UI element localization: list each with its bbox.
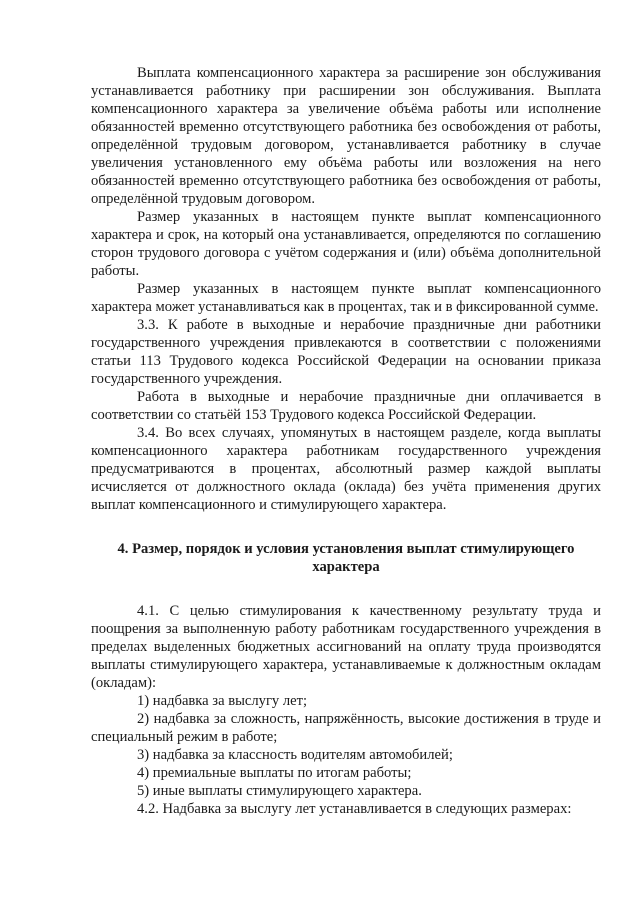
section-4-heading xyxy=(91,540,601,576)
paragraph-payment-percent-fixed: Размер указанных в настоящем пункте выплат компенсационного характера может устанавливаться как в процентах, так и в фиксированной сумме. xyxy=(91,281,601,315)
paragraph-3-3: 3.3. К работе в выходные и нерабочие праздничные дни работники государственного учреждения привлекаются в соответствии с положениями статьи 113 Трудового кодекса Российской Федерации на основании приказа государственного учреждения. xyxy=(91,317,601,387)
list-item-other: 5) иные выплаты стимулирующего характера. xyxy=(137,783,422,799)
list-item-bonuses: 4) премиальные выплаты по итогам работы; xyxy=(137,765,412,781)
paragraph-holiday-pay: Работа в выходные и нерабочие праздничные дни оплачивается в соответствии со статьёй 153 Трудового кодекса Российской Федерации. xyxy=(91,389,601,423)
paragraph-3-4: 3.4. Во всех случаях, упомянутых в настоящем разделе, когда выплаты компенсационного характера работникам государственного учреждения предусматриваются в процентах, абсолютный размер каждой выплаты исчисляется от должностного оклада (оклада) без учёта применения других выплат компенсационного и стимулирующего характера. xyxy=(91,425,601,513)
paragraph-4-2: 4.2. Надбавка за выслугу лет устанавливается в следующих размерах: xyxy=(137,801,572,817)
list-item-driver-class: 3) надбавка за классность водителям автомобилей; xyxy=(137,747,453,763)
paragraph-payment-size-term: Размер указанных в настоящем пункте выплат компенсационного характера и срок, на который она устанавливается, определяются по соглашению сторон трудового договора с учётом содержания и (или) объёма дополнительной работы. xyxy=(91,209,601,279)
document-page xyxy=(91,64,601,818)
section-4-heading-line2: характера xyxy=(312,559,380,575)
section-4-heading-line1: 4. Размер, порядок и условия установления выплат стимулирующего xyxy=(117,541,575,557)
paragraph-service-zone: Выплата компенсационного характера за расширение зон обслуживания устанавливается работнику при расширении зон обслуживания. Выплата компенсационного характера за увеличение объёма работы или исполнение обязанностей временно отсутствующего работника без освобождения от работы, определённой трудовым договором, устанавливается работнику в случае увеличения установленного ему объёма работы или возложения на него обязанностей временно отсутствующего работника без освобождения от работы, определённой трудовым договором. xyxy=(91,65,601,207)
list-item-complexity: 2) надбавка за сложность, напряжённость, высокие достижения в труде и специальный режим в работе; xyxy=(91,711,601,745)
paragraph-4-1: 4.1. С целью стимулирования к качественному результату труда и поощрения за выполненную работу работникам государственного учреждения в пределах выделенных бюджетных ассигнований на оплату труда производятся выплаты стимулирующего характера, устанавливаемые к должностным окладам (окладам): xyxy=(91,603,601,691)
list-item-seniority: 1) надбавка за выслугу лет; xyxy=(137,693,308,709)
